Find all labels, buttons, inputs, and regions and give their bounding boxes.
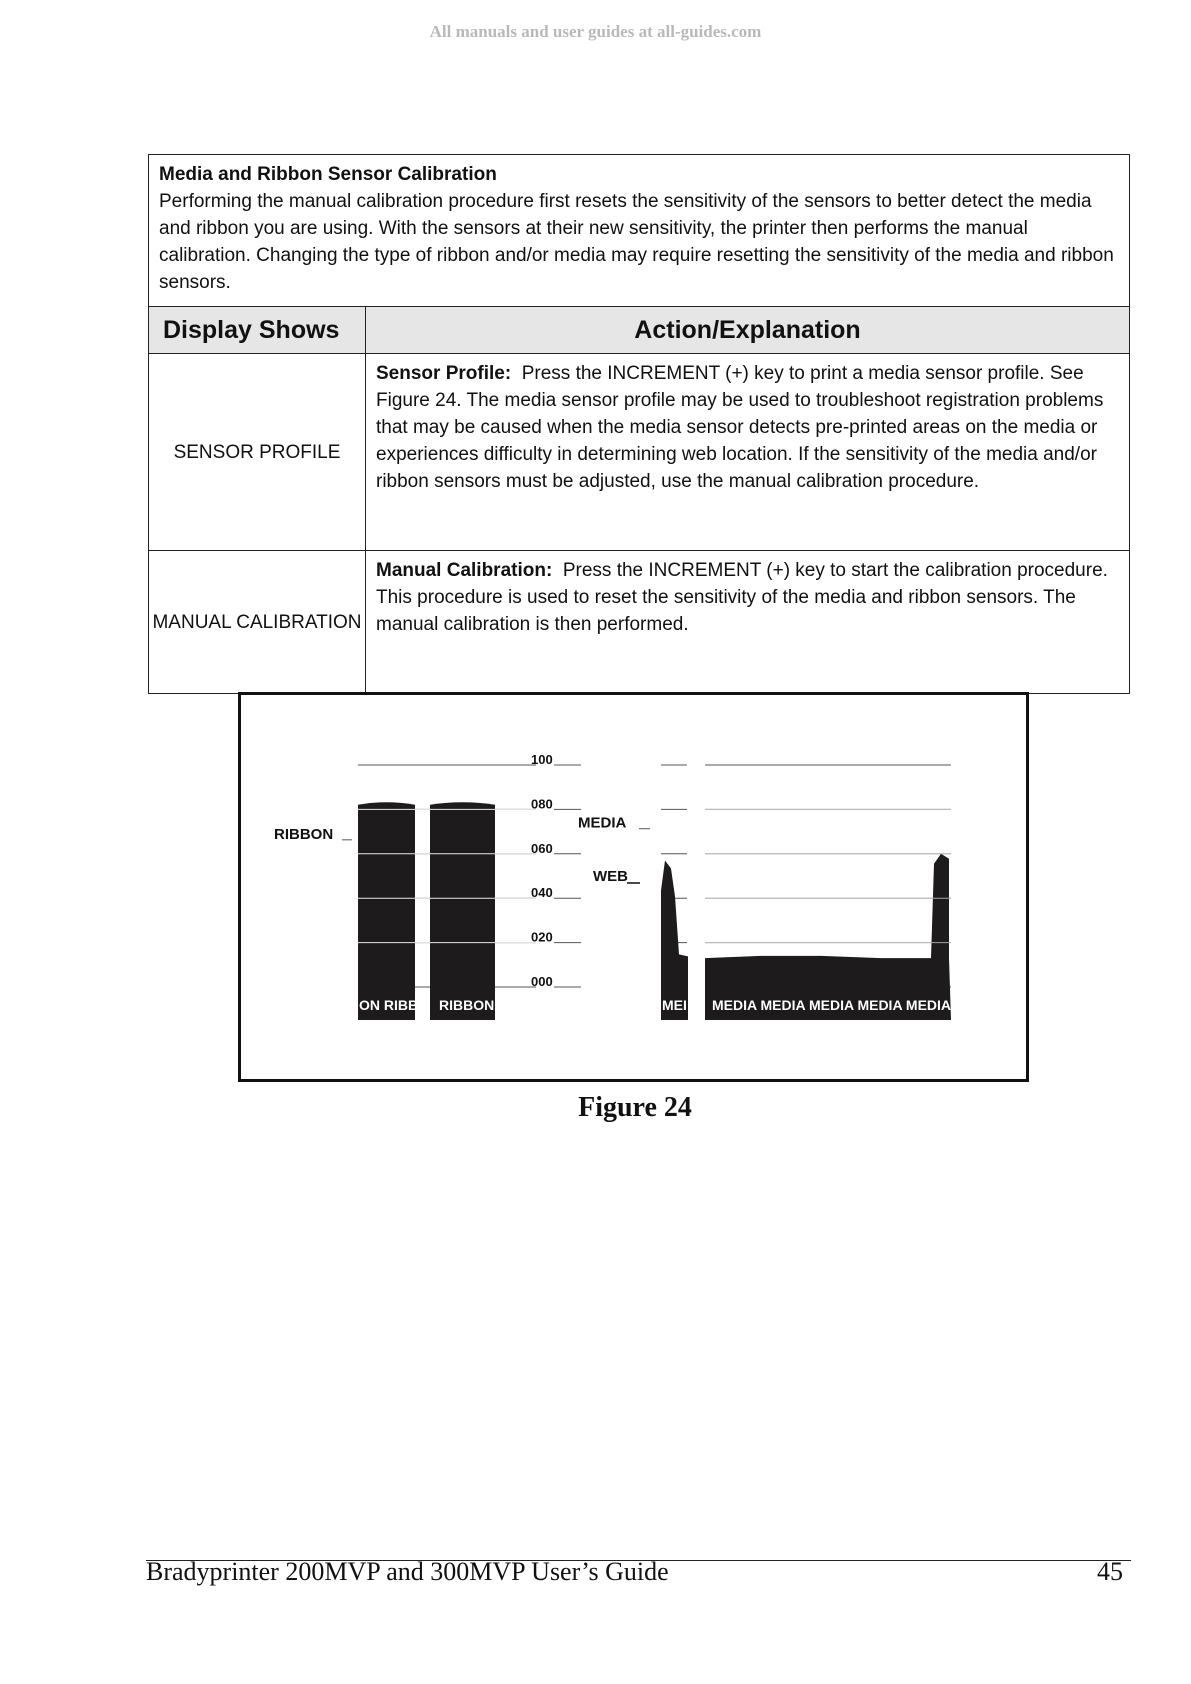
intro-cell	[149, 155, 1130, 307]
tick-label: 080	[531, 796, 553, 812]
table-row	[149, 551, 1130, 694]
tick-label: 060	[531, 840, 553, 856]
header-display-shows: Display Shows	[149, 307, 366, 354]
sensor-profile-figure	[238, 692, 1029, 1082]
page-number: 45	[1097, 1557, 1123, 1586]
action-text: Press the INCREMENT (+) key to print a media sensor profile. See Figure 24. The media sensor profile may be used to troubleshoot registration problems that may be caused when the media sensor detects pre-printed areas on the media or experiences difficulty in determining web location. If the sensitivity of the media and/or ribbon sensors must be adjusted, use the manual calibration procedure.	[376, 363, 1104, 492]
media-bar-text: MEI	[662, 997, 687, 1013]
intro-row	[149, 155, 1130, 307]
table-row	[149, 354, 1130, 551]
figure-caption: Figure 24	[578, 1092, 692, 1123]
footer-title: Bradyprinter 200MVP and 300MVP User’s Guide	[146, 1557, 669, 1586]
action-text-2: This procedure is used to reset the sensitivity of the media and ribbon sensors. The manual calibration is then performed.	[376, 587, 1076, 635]
calibration-table	[148, 154, 1130, 694]
intro-text: Performing the manual calibration procedure first resets the sensitivity of the sensors to better detect the media and ribbon you are using. With the sensors at their new sensitivity, the printer then performs the manual calibration. Changing the type of ribbon and/or media may require resetting the sensitivity of the media and ribbon sensors.	[159, 191, 1114, 293]
tick-label: 040	[531, 885, 553, 901]
action-cell	[366, 551, 1130, 694]
action-title: Sensor Profile:	[376, 363, 512, 384]
header-row	[149, 307, 1130, 354]
sensor-profile-chart	[241, 695, 1026, 1079]
header-action-explanation: Action/Explanation	[366, 307, 1130, 354]
intro-title: Media and Ribbon Sensor Calibration	[159, 164, 497, 185]
action-title: Manual Calibration:	[376, 560, 553, 581]
action-cell	[366, 354, 1130, 551]
tick-label: 100	[531, 752, 553, 767]
media-bar	[705, 854, 951, 1020]
watermark: All manuals and user guides at all-guides.com	[429, 22, 762, 41]
ribbon-bar	[358, 802, 415, 1020]
display-cell: SENSOR PROFILE	[149, 354, 366, 551]
media-threshold-label: MEDIA	[578, 814, 627, 832]
media-bar-text: MEDIA MEDIA MEDIA MEDIA MEDIA	[712, 997, 952, 1013]
display-cell: MANUAL CALIBRATION	[149, 551, 366, 694]
ribbon-bar	[430, 802, 495, 1020]
web-threshold-label: WEB	[593, 868, 628, 885]
ribbon-bar-text: RIBBON	[439, 997, 495, 1013]
ribbon-bar-text: ON RIBB	[359, 997, 419, 1013]
tick-label: 020	[531, 929, 553, 945]
ribbon-threshold-label: RIBBON	[274, 825, 334, 843]
action-text: Press the INCREMENT (+) key to start the calibration procedure.	[562, 560, 1108, 581]
tick-label: 000	[531, 974, 553, 989]
